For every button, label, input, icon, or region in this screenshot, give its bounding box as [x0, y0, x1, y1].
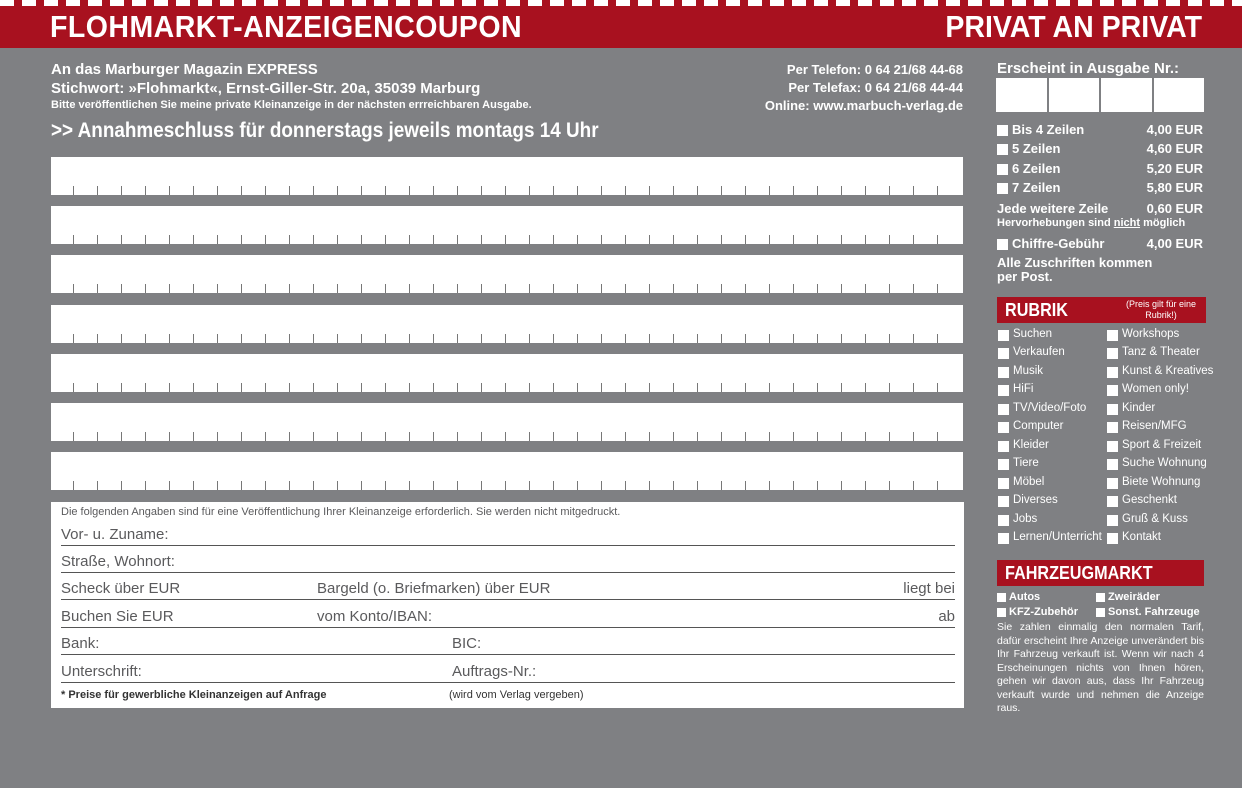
checkbox[interactable]: [998, 348, 1009, 359]
category-label: Kinder: [1122, 402, 1156, 414]
checkbox[interactable]: [1107, 459, 1118, 470]
highlight-note-text: möglich: [1140, 217, 1186, 229]
checkbox[interactable]: [1107, 441, 1118, 452]
ad-text-line-2[interactable]: [51, 206, 963, 244]
highlight-note-emphasis: nicht: [1113, 217, 1141, 229]
highlight-note: [997, 217, 1185, 229]
ad-text-line-7[interactable]: [51, 452, 963, 490]
checkbox[interactable]: [997, 239, 1008, 250]
character-ticks: [73, 432, 941, 441]
category-label: Kleider: [1013, 439, 1049, 451]
cheque-label: Scheck über EUR: [61, 580, 181, 597]
ad-text-line-3[interactable]: [51, 255, 963, 293]
checkbox[interactable]: [1107, 367, 1118, 378]
checkbox[interactable]: [1107, 330, 1118, 341]
ad-text-line-5[interactable]: [51, 354, 963, 392]
checkbox[interactable]: [998, 515, 1009, 526]
category-label: Diverses: [1013, 494, 1058, 506]
fahrzeug-description: Sie zahlen einmalig den normalen Tarif, dafür erscheint Ihre Anzeige unverändert bis Ihr Fahrzeug verkauft ist. Wenn wir nach 4 Erscheinungen nichts von Ihnen hören, gehen wir davon aus, dass Ihr Fahrzeug verkauft wurde und nehmen die Anzeige raus.: [997, 621, 1204, 714]
post-note: Alle Zuschriften kommen per Post.: [997, 255, 1153, 284]
rubrik-note: (Preis gilt für eine Rubrik!): [1125, 299, 1197, 320]
checkbox[interactable]: [998, 478, 1009, 489]
category-label: Gruß & Kuss: [1122, 513, 1188, 525]
name-label: Vor- u. Zuname:: [61, 526, 169, 543]
vehicle-label: Zweiräder: [1108, 591, 1160, 603]
price-value: 4,60 EUR: [1146, 141, 1203, 156]
checkbox[interactable]: [998, 422, 1009, 433]
price-label: 5 Zeilen: [1012, 141, 1061, 156]
checkbox[interactable]: [1096, 593, 1105, 602]
category-label: Biete Wohnung: [1122, 476, 1201, 488]
checkbox[interactable]: [998, 385, 1009, 396]
checkbox[interactable]: [997, 125, 1008, 136]
ad-text-line-6[interactable]: [51, 403, 963, 441]
character-ticks: [73, 334, 941, 343]
price-option[interactable]: [997, 122, 1203, 140]
street-field[interactable]: [61, 548, 955, 573]
coupon-title: FLOHMARKT-ANZEIGENCOUPON: [50, 9, 523, 44]
checkbox[interactable]: [997, 164, 1008, 175]
edition-title: Erscheint in Ausgabe Nr.:: [997, 60, 1179, 77]
chiffre-label: Chiffre-Gebühr: [1012, 236, 1105, 251]
checkbox[interactable]: [998, 404, 1009, 415]
edition-digit-box[interactable]: [1101, 78, 1152, 112]
contact-form: [51, 502, 964, 708]
price-label: 7 Zeilen: [1012, 180, 1061, 195]
order-number-note: (wird vom Verlag vergeben): [449, 689, 584, 701]
price-label: Bis 4 Zeilen: [1012, 122, 1085, 137]
address-recipient: An das Marburger Magazin EXPRESS: [51, 61, 318, 78]
from-label: ab: [938, 608, 955, 625]
checkbox[interactable]: [997, 144, 1008, 155]
checkbox[interactable]: [997, 608, 1006, 617]
account-label: vom Konto/IBAN:: [317, 608, 433, 625]
checkbox[interactable]: [1096, 608, 1105, 617]
category-label: Verkaufen: [1013, 346, 1065, 358]
name-field[interactable]: [61, 521, 955, 546]
bank-row[interactable]: [61, 630, 955, 655]
edition-number-boxes: [996, 78, 1204, 112]
fahrzeug-header: [997, 560, 1204, 586]
category-label: HiFi: [1013, 383, 1034, 395]
edition-digit-box[interactable]: [1154, 78, 1205, 112]
character-ticks: [73, 481, 941, 490]
checkbox[interactable]: [998, 441, 1009, 452]
category-label: Jobs: [1013, 513, 1038, 525]
contact-phone: Per Telefon: 0 64 21/68 44-68: [786, 62, 963, 77]
rubrik-title: RUBRIK: [1005, 300, 1068, 320]
checkbox[interactable]: [998, 330, 1009, 341]
signature-row[interactable]: [61, 658, 955, 683]
checkbox[interactable]: [998, 367, 1009, 378]
category-label: Tiere: [1013, 457, 1039, 469]
address-keyword: Stichwort: »Flohmarkt«, Ernst-Giller-Str. 20a, 35039 Marburg: [51, 80, 481, 97]
character-ticks: [73, 284, 941, 293]
highlight-note-text: Hervorhebungen sind: [997, 217, 1114, 229]
vehicle-label: Autos: [1009, 591, 1041, 603]
checkbox[interactable]: [997, 183, 1008, 194]
signature-label: Unterschrift:: [61, 663, 142, 680]
street-label: Straße, Wohnort:: [61, 553, 175, 570]
category-label: TV/Video/Foto: [1013, 402, 1087, 414]
edition-digit-box[interactable]: [1049, 78, 1100, 112]
vehicle-label: KFZ-Zubehör: [1009, 606, 1079, 618]
payment-row[interactable]: [61, 575, 955, 600]
character-ticks: [73, 186, 941, 195]
checkbox[interactable]: [1107, 385, 1118, 396]
checkbox[interactable]: [998, 496, 1009, 507]
category-label: Kunst & Kreatives: [1122, 365, 1214, 377]
coupon-subtitle: PRIVAT AN PRIVAT: [945, 9, 1202, 44]
character-ticks: [73, 235, 941, 244]
ad-text-line-1[interactable]: [51, 157, 963, 195]
chiffre-value: 4,00 EUR: [1146, 236, 1203, 251]
price-value: 5,80 EUR: [1146, 180, 1203, 195]
footnote: * Preise für gewerbliche Kleinanzeigen auf Anfrage: [61, 689, 327, 701]
address-request: Bitte veröffentlichen Sie meine private Kleinanzeige in der nächsten errreichbaren Ausgabe.: [51, 99, 532, 111]
extra-line-label: Jede weitere Zeile: [997, 201, 1109, 216]
character-ticks: [73, 383, 941, 392]
price-value: 5,20 EUR: [1146, 161, 1203, 176]
rubrik-header: [997, 297, 1206, 323]
checkbox[interactable]: [1107, 496, 1118, 507]
dashed-cut-line: [0, 0, 1242, 6]
category-label: Suchen: [1013, 328, 1053, 340]
bic-label: BIC:: [452, 635, 482, 652]
category-label: Reisen/MFG: [1122, 420, 1187, 432]
category-label: Möbel: [1013, 476, 1045, 488]
edition-digit-box[interactable]: [996, 78, 1047, 112]
checkbox[interactable]: [998, 533, 1009, 544]
category-label: Musik: [1013, 365, 1044, 377]
ad-text-line-4[interactable]: [51, 305, 963, 343]
category-label: Kontakt: [1122, 531, 1161, 543]
extra-line-value: 0,60 EUR: [1146, 201, 1203, 216]
category-label: Lernen/Unterricht: [1013, 531, 1102, 543]
address-block: [51, 60, 532, 112]
contact-fax: Per Telefax: 0 64 21/68 44-44: [788, 80, 963, 95]
cash-label: Bargeld (o. Briefmarken) über EUR: [317, 580, 551, 597]
fahrzeug-title: FAHRZEUGMARKT: [1005, 563, 1153, 583]
checkbox[interactable]: [1107, 404, 1118, 415]
form-note: Die folgenden Angaben sind für eine Veröffentlichung Ihrer Kleinanzeige erforderlich. Sie werden nicht mitgedruckt.: [61, 506, 621, 518]
order-number-label: Auftrags-Nr.:: [452, 663, 537, 680]
vehicle-label: Sonst. Fahrzeuge: [1108, 606, 1200, 618]
price-option[interactable]: [997, 141, 1203, 159]
debit-label: Buchen Sie EUR: [61, 608, 174, 625]
category-label: Suche Wohnung: [1122, 457, 1207, 469]
checkbox[interactable]: [997, 593, 1006, 602]
debit-row[interactable]: [61, 603, 955, 628]
price-option[interactable]: [997, 161, 1203, 179]
checkbox[interactable]: [1107, 478, 1118, 489]
category-label: Geschenkt: [1122, 494, 1177, 506]
contact-online: Online: www.marbuch-verlag.de: [764, 98, 963, 113]
contact-block: [765, 61, 963, 115]
price-option[interactable]: [997, 180, 1203, 198]
price-value: 4,00 EUR: [1146, 122, 1203, 137]
chiffre-option[interactable]: [997, 236, 1203, 254]
checkbox[interactable]: [1107, 515, 1118, 526]
enclosed-label: liegt bei: [903, 580, 955, 597]
category-label: Sport & Freizeit: [1122, 439, 1202, 451]
category-label: Workshops: [1122, 328, 1180, 340]
price-label: 6 Zeilen: [1012, 161, 1061, 176]
checkbox[interactable]: [1107, 533, 1118, 544]
header-bar: [0, 0, 1242, 48]
category-label: Tanz & Theater: [1122, 346, 1200, 358]
category-label: Computer: [1013, 420, 1064, 432]
checkbox[interactable]: [1107, 422, 1118, 433]
checkbox[interactable]: [998, 459, 1009, 470]
category-label: Women only!: [1122, 383, 1189, 395]
deadline-text: >> Annahmeschluss für donnerstags jeweils montags 14 Uhr: [51, 119, 599, 142]
bank-label: Bank:: [61, 635, 100, 652]
checkbox[interactable]: [1107, 348, 1118, 359]
